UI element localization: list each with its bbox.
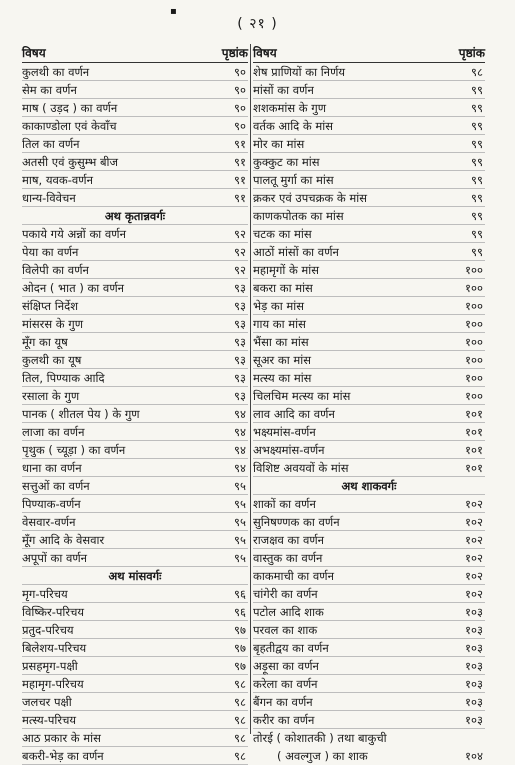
toc-entry: [253, 387, 485, 405]
entry-page-number: १०३: [465, 712, 483, 727]
entry-title: क्रकर एवं उपचक्रक के मांस: [253, 190, 368, 205]
entry-page-number: १०३: [465, 658, 483, 673]
toc-entry: [253, 243, 485, 261]
toc-entry: [22, 495, 248, 513]
entry-title: अतसी एवं कुसुम्भ बीज: [22, 154, 119, 169]
toc-entry: [253, 693, 485, 711]
entry-page-number: ९८: [234, 730, 246, 745]
entry-page-number: १००: [465, 316, 483, 331]
entry-page-number: ९३: [234, 280, 246, 295]
toc-entry: [22, 333, 248, 351]
entry-page-number: ९९: [471, 208, 483, 223]
entry-page-number: ९४: [234, 424, 246, 439]
entry-title: कुक्कुट का मांस: [253, 154, 320, 169]
entry-page-number: ९०: [234, 82, 246, 97]
column-divider: [250, 44, 251, 734]
entry-title: मूँग का यूष: [22, 334, 68, 349]
right-header-row: [253, 44, 485, 63]
entry-title: चांगेरी का वर्णन: [253, 586, 318, 601]
entry-title: पेया का वर्णन: [22, 244, 79, 259]
entry-title: तिल, पिण्याक आदि: [22, 370, 105, 385]
entry-title: करेला का वर्णन: [253, 676, 318, 691]
entry-page-number: ९७: [234, 640, 246, 655]
toc-entry: [22, 729, 248, 747]
toc-entry: [253, 621, 485, 639]
entry-page-number: ९९: [471, 190, 483, 205]
entry-page-number: ९६: [234, 586, 246, 601]
entry-title: अभक्ष्यमांस-वर्णन: [253, 442, 325, 457]
entry-page-number: ९२: [234, 262, 246, 277]
right-rows: [253, 63, 485, 765]
toc-entry: [22, 63, 248, 81]
entry-title: काणकपोतक का मांस: [253, 208, 344, 223]
toc-entry: [22, 387, 248, 405]
entry-title: शशकमांस के गुण: [253, 100, 327, 115]
entry-page-number: ९४: [234, 406, 246, 421]
entry-page-number: १०३: [465, 676, 483, 691]
entry-page-number: ९५: [234, 514, 246, 529]
toc-entry: [253, 279, 485, 297]
toc-entry: [22, 99, 248, 117]
entry-title: रसाला के गुण: [22, 388, 80, 403]
entry-page-number: ९९: [471, 100, 483, 115]
entry-title: महामृग-परिचय: [22, 676, 84, 691]
toc-entry: [22, 225, 248, 243]
toc-entry: [253, 135, 485, 153]
entry-page-number: १००: [465, 334, 483, 349]
entry-page-number: १०३: [465, 694, 483, 709]
toc-entry: [22, 189, 248, 207]
toc-entry: [253, 423, 485, 441]
toc-entry: [253, 117, 485, 135]
entry-title: बकरी-भेड़ का वर्णन: [22, 748, 104, 763]
entry-title: माष ( उड़द ) का वर्णन: [22, 100, 118, 115]
toc-entry: [22, 585, 248, 603]
toc-entry: [22, 477, 248, 495]
toc-entry: [22, 657, 248, 675]
entry-title: लाजा का वर्णन: [22, 424, 85, 439]
entry-page-number: १०२: [465, 550, 483, 565]
entry-page-number: १०१: [465, 424, 483, 439]
toc-entry: [253, 153, 485, 171]
entry-title: कुलथी का वर्णन: [22, 64, 90, 79]
entry-title: प्रसहमृग-पक्षी: [22, 658, 78, 673]
right-header-page: पृष्ठांक: [458, 46, 485, 60]
entry-title: सूअर का मांस: [253, 352, 312, 367]
toc-entry: [22, 405, 248, 423]
entry-page-number: ९८: [234, 694, 246, 709]
entry-page-number: ९९: [471, 154, 483, 169]
toc-entry: [253, 549, 485, 567]
toc-entry: [253, 747, 485, 765]
entry-page-number: ९५: [234, 550, 246, 565]
toc-entry: [253, 459, 485, 477]
entry-page-number: १००: [465, 388, 483, 403]
entry-title: पृथुक ( च्यूड़ा ) का वर्णन: [22, 442, 126, 457]
entry-page-number: ९७: [234, 658, 246, 673]
entry-title: विष्किर-परिचय: [22, 604, 85, 619]
entry-page-number: १०२: [465, 586, 483, 601]
entry-title: प्रतुद-परिचय: [22, 622, 74, 637]
toc-entry: [253, 207, 485, 225]
entry-title: शेष प्राणियों का निर्णय: [253, 64, 346, 79]
entry-title: पकाये गये अन्नों का वर्णन: [22, 226, 126, 241]
toc-entry: [253, 99, 485, 117]
entry-page-number: ९९: [471, 226, 483, 241]
entry-page-number: ९९: [471, 136, 483, 151]
toc-entry: [253, 405, 485, 423]
entry-page-number: ९८: [471, 64, 483, 79]
toc-entry: [22, 243, 248, 261]
entry-title: करीर का वर्णन: [253, 712, 315, 727]
section-heading: अथ शाकवर्गः: [253, 477, 485, 495]
toc-entry: [253, 225, 485, 243]
entry-page-number: ९४: [234, 442, 246, 457]
left-header-page: पृष्ठांक: [221, 46, 248, 60]
entry-title: ( अवल्गुज ) का शाक: [277, 749, 368, 763]
entry-page-number: ९४: [234, 460, 246, 475]
left-column: [22, 44, 248, 765]
toc-entry: [253, 81, 485, 99]
toc-entry: [22, 639, 248, 657]
entry-page-number: ९३: [234, 370, 246, 385]
entry-title: आठों मांसों का वर्णन: [253, 244, 339, 259]
entry-title: काकमाची का वर्णन: [253, 568, 334, 583]
toc-entry: [22, 747, 248, 765]
entry-page-number: ९९: [471, 244, 483, 259]
entry-title: भैंसा का मांस: [253, 334, 309, 349]
toc-entry: [22, 297, 248, 315]
left-header-subject: विषय: [22, 46, 46, 60]
toc-entry: [253, 315, 485, 333]
toc-entry: [22, 135, 248, 153]
entry-page-number: १०१: [465, 442, 483, 457]
entry-title: संक्षिप्त निर्देश: [22, 298, 79, 313]
entry-page-number: १००: [465, 262, 483, 277]
entry-page-number: १०३: [465, 640, 483, 655]
entry-page-number: ९९: [471, 118, 483, 133]
entry-page-number: ९०: [234, 100, 246, 115]
entry-page-number: १०२: [465, 568, 483, 583]
toc-entry: [253, 567, 485, 585]
toc-entry: [253, 297, 485, 315]
entry-title: मृग-परिचय: [22, 586, 68, 601]
entry-title: राजक्षव का वर्णन: [253, 532, 325, 547]
entry-page-number: १०३: [465, 604, 483, 619]
entry-title: विलेपी का वर्णन: [22, 262, 89, 277]
entry-title: विशिष्ट अवयवों के मांस: [253, 460, 349, 475]
toc-entry: [253, 171, 485, 189]
toc-entry: [22, 549, 248, 567]
entry-title: मांसों का वर्णन: [253, 82, 314, 97]
entry-page-number: १००: [465, 352, 483, 367]
entry-title: अपूपों का वर्णन: [22, 550, 88, 565]
left-rows: [22, 63, 248, 765]
entry-page-number: १०२: [465, 496, 483, 511]
toc-entry: [253, 639, 485, 657]
toc-entry: [253, 675, 485, 693]
entry-page-number: ९७: [234, 622, 246, 637]
entry-page-number: ९३: [234, 352, 246, 367]
toc-entry: [253, 531, 485, 549]
entry-page-number: ९८: [234, 712, 246, 727]
entry-page-number: ९८: [234, 676, 246, 691]
left-header-row: [22, 44, 248, 63]
entry-page-number: ९८: [234, 748, 246, 763]
toc-entry: [22, 153, 248, 171]
toc-entry: [22, 171, 248, 189]
entry-page-number: ९९: [471, 82, 483, 97]
entry-page-number: १००: [465, 280, 483, 295]
entry-title: लाव आदि का वर्णन: [253, 406, 335, 421]
entry-page-number: ९१: [234, 136, 246, 151]
entry-title: वास्तुक का वर्णन: [253, 550, 323, 565]
toc-entry: [253, 657, 485, 675]
entry-title: बृहतीद्वय का वर्णन: [253, 640, 329, 655]
entry-title: गाय का मांस: [253, 316, 306, 331]
toc-entry: [253, 261, 485, 279]
entry-page-number: १००: [465, 298, 483, 313]
entry-title: सत्तुओं का वर्णन: [22, 478, 90, 493]
entry-title: पिण्याक-वर्णन: [22, 496, 81, 511]
entry-title: तोरई ( कोशातकी ) तथा बाकुची: [253, 731, 387, 745]
entry-page-number: ९५: [234, 478, 246, 493]
entry-title: मूँग आदि के वेसवार: [22, 532, 105, 547]
entry-title: अड़ूसा का वर्णन: [253, 658, 319, 673]
toc-entry: [22, 531, 248, 549]
entry-page-number: ९०: [234, 118, 246, 133]
entry-title: चिलचिम मत्स्य का मांस: [253, 388, 351, 403]
section-heading: अथ कृतान्नवर्गः: [22, 207, 248, 225]
entry-title: धान्य-विवेचन: [22, 190, 76, 205]
entry-page-number: ९२: [234, 226, 246, 241]
entry-title: भेड़ का मांस: [253, 298, 304, 313]
entry-title: माष, यवक-वर्णन: [22, 172, 93, 187]
section-heading: अथ मांसवर्गः: [22, 567, 248, 585]
entry-title: परवल का शाक: [253, 622, 318, 637]
entry-title: मोर का मांस: [253, 136, 305, 151]
entry-page-number: ९३: [234, 316, 246, 331]
entry-title: जलचर पक्षी: [22, 694, 72, 709]
entry-title: धाना का वर्णन: [22, 460, 82, 475]
entry-title: ओदन ( भात ) का वर्णन: [22, 280, 125, 295]
toc-entry: [22, 459, 248, 477]
entry-title: मत्स्य-परिचय: [22, 712, 77, 727]
toc-entry: [253, 333, 485, 351]
entry-title: पानक ( शीतल पेय ) के गुण: [22, 406, 140, 421]
entry-title: मांसरस के गुण: [22, 316, 84, 331]
entry-page-number: ९३: [234, 334, 246, 349]
toc-entry: [253, 729, 485, 747]
toc-entry: [253, 585, 485, 603]
entry-title: आठ प्रकार के मांस: [22, 730, 101, 745]
toc-entry: [253, 495, 485, 513]
entry-page-number: ९९: [471, 172, 483, 187]
toc-entry: [22, 117, 248, 135]
entry-page-number: १०३: [465, 622, 483, 637]
entry-page-number: १०२: [465, 514, 483, 529]
entry-title: मत्स्य का मांस: [253, 370, 312, 385]
right-column: [253, 44, 485, 765]
toc-entry: [22, 351, 248, 369]
entry-title: वेसवार-वर्णन: [22, 514, 76, 529]
entry-page-number: ९२: [234, 244, 246, 259]
entry-title: शाकों का वर्णन: [253, 496, 316, 511]
toc-entry: [253, 189, 485, 207]
toc-entry: [253, 513, 485, 531]
toc-entry: [22, 621, 248, 639]
toc-entry: [253, 351, 485, 369]
toc-entry: [22, 603, 248, 621]
toc-entry: [22, 441, 248, 459]
toc-entry: [22, 423, 248, 441]
entry-title: सुनिषण्णक का वर्णन: [253, 514, 340, 529]
entry-page-number: १०१: [465, 406, 483, 421]
entry-page-number: ९१: [234, 154, 246, 169]
toc-entry: [22, 279, 248, 297]
entry-page-number: ९१: [234, 172, 246, 187]
toc-entry: [22, 261, 248, 279]
entry-title: पालतू मुर्गा का मांस: [253, 172, 334, 187]
toc-entry: [22, 315, 248, 333]
entry-page-number: ९३: [234, 298, 246, 313]
toc-entry: [253, 441, 485, 459]
toc-entry: [22, 81, 248, 99]
entry-page-number: १०२: [465, 532, 483, 547]
entry-title: कुलथी का यूष: [22, 352, 82, 367]
entry-page-number: १००: [465, 370, 483, 385]
entry-title: वर्तक आदि के मांस: [253, 118, 334, 133]
toc-entry: [253, 63, 485, 81]
entry-title: बकरा का मांस: [253, 280, 313, 295]
entry-page-number: १०४: [465, 749, 483, 763]
entry-page-number: ९३: [234, 388, 246, 403]
entry-page-number: ९१: [234, 190, 246, 205]
entry-title: पटोल आदि शाक: [253, 604, 324, 619]
toc-entry: [253, 603, 485, 621]
page-speck: ▪: [170, 6, 177, 17]
entry-page-number: ९०: [234, 64, 246, 79]
toc-entry: [253, 369, 485, 387]
entry-title: महामृगों के मांस: [253, 262, 320, 277]
toc-entry: [22, 369, 248, 387]
right-header-subject: विषय: [253, 46, 277, 60]
entry-title: सेम का वर्णन: [22, 82, 77, 97]
entry-page-number: ९६: [234, 604, 246, 619]
toc-entry: [22, 693, 248, 711]
entry-title: भक्ष्यमांस-वर्णन: [253, 424, 316, 439]
entry-title: तिल का वर्णन: [22, 136, 80, 151]
entry-title: बैंगन का वर्णन: [253, 694, 313, 709]
entry-title: चटक का मांस: [253, 226, 312, 241]
entry-title: बिलेशय-परिचय: [22, 640, 87, 655]
toc-entry: [253, 711, 485, 729]
entry-page-number: १०१: [465, 460, 483, 475]
toc-entry: [22, 711, 248, 729]
entry-page-number: ९५: [234, 532, 246, 547]
entry-page-number: ९५: [234, 496, 246, 511]
toc-entry: [22, 513, 248, 531]
toc-entry: [22, 675, 248, 693]
page-number: ( २१ ): [237, 16, 278, 32]
entry-title: काकाण्डोला एवं केवाँच: [22, 118, 117, 133]
